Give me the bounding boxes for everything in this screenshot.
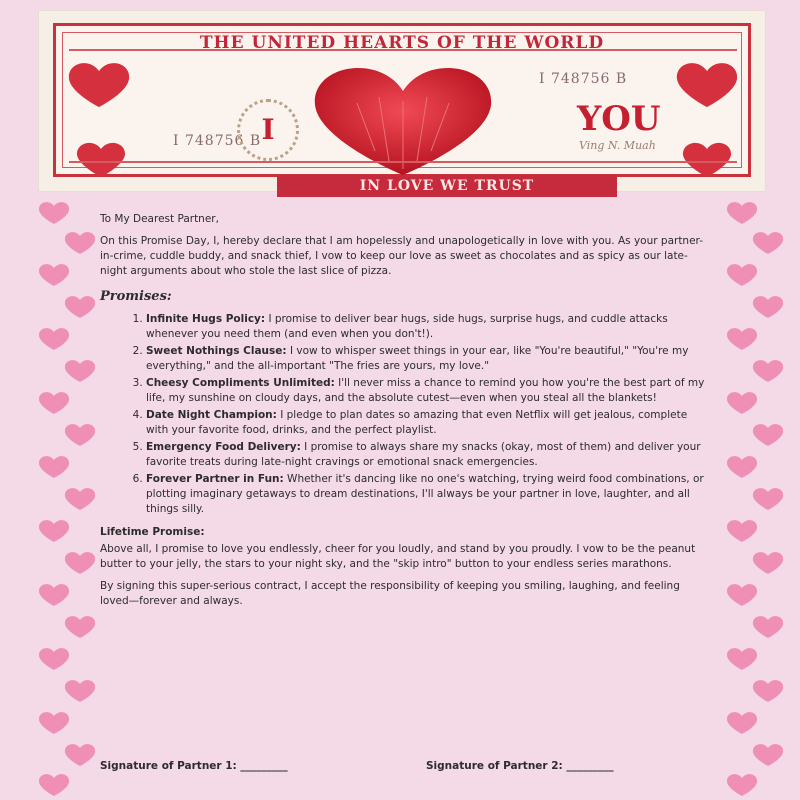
heart-icon [65, 680, 95, 702]
heart-icon [65, 616, 95, 638]
heart-icon [727, 584, 757, 606]
heart-icon [727, 648, 757, 670]
letter-intro: On this Promise Day, I, hereby declare that I am hopelessly and unapologetically in love with you. As your partner-in-crime, cuddle buddy, and snack thief, I vow to keep our love as sweet as chocolates and as spicy as our late-night arguments about who stole the last slice of pizza. [100, 235, 703, 277]
heart-icon [727, 456, 757, 478]
heart-icon [727, 392, 757, 414]
heart-icon [39, 648, 69, 670]
serial-number-left: I 748756 B [173, 133, 262, 149]
letter-body [100, 212, 710, 616]
heart-icon [727, 774, 757, 796]
heart-icon [727, 264, 757, 286]
promise-text: I vow to whisper sweet things in your ear, like "You're beautiful," "You're my everything," and the all-important "The fries are yours, my love." [146, 345, 689, 372]
heart-icon [65, 296, 95, 318]
left-heart-border [34, 192, 104, 800]
heart-icon [65, 424, 95, 446]
heart-icon [753, 424, 783, 446]
love-banknote [38, 10, 766, 192]
banknote-motto: IN LOVE WE TRUST [277, 175, 617, 197]
heart-icon [753, 232, 783, 254]
heart-icon [39, 456, 69, 478]
banknote-i-seal: I [237, 99, 299, 161]
promise-text: I'll never miss a chance to remind you how you're the best part of my life, my sunshine on cloudy days, and the absolute cutest—even when you steal all the blankets! [146, 377, 705, 404]
promise-text: Whether it's dancing like no one's watching, trying weird food combinations, or plotting imaginary getaways to dream destinations, I'll always be your partner in love, laughter, and all things silly. [146, 473, 704, 515]
heart-icon [39, 264, 69, 286]
promise-title: Forever Partner in Fun: [146, 473, 284, 485]
serial-number-right: I 748756 B [539, 71, 628, 87]
heart-icon [753, 488, 783, 510]
lifetime-heading: Lifetime Promise: [100, 526, 205, 538]
heart-icon [65, 744, 95, 766]
promise-title: Date Night Champion: [146, 409, 277, 421]
corner-heart-icon [677, 63, 737, 107]
promise-title: Infinite Hugs Policy: [146, 313, 266, 325]
heart-icon [65, 360, 95, 382]
promise-text: I pledge to plan dates so amazing that even Netflix will get jealous, complete with your favorite food, drinks, and the perfect playlist. [146, 409, 688, 436]
corner-heart-icon [77, 143, 125, 177]
promise-text: I promise to deliver bear hugs, side hugs, surprise hugs, and cuddle attacks whenever you need them (and even when you don't!). [146, 313, 668, 340]
heart-icon [39, 774, 69, 796]
heart-icon [65, 552, 95, 574]
heart-icon [727, 328, 757, 350]
heart-icon [753, 680, 783, 702]
promise-title: Sweet Nothings Clause: [146, 345, 287, 357]
heart-icon [39, 328, 69, 350]
promise-item [146, 376, 710, 406]
heart-icon [39, 392, 69, 414]
banknote-title: THE UNITED HEARTS OF THE WORLD [199, 33, 605, 53]
heart-icon [727, 712, 757, 734]
heart-icon [39, 520, 69, 542]
heart-icon [39, 712, 69, 734]
heart-icon [65, 488, 95, 510]
heart-icon [39, 584, 69, 606]
closing-text: By signing this super-serious contract, I accept the responsibility of keeping you smiling, laughing, and feeling loved—forever and always. [100, 580, 680, 607]
promises-list [100, 312, 710, 517]
promises-heading: Promises: [100, 289, 172, 304]
promise-item [146, 312, 710, 342]
signature-partner-1[interactable]: Signature of Partner 1: _________ [100, 760, 288, 772]
banknote-signature: Ving N. Muah [579, 139, 656, 152]
heart-icon [753, 552, 783, 574]
promise-item [146, 472, 710, 517]
heart-icon [753, 744, 783, 766]
promise-item [146, 408, 710, 438]
lifetime-text: Above all, I promise to love you endlessly, cheer for you loudly, and stand by you proudly. I vow to be the peanut butter to your jelly, the stars to your night sky, and the "skip intro" button to your endless series marathons. [100, 543, 696, 570]
banknote-you: YOU [577, 99, 661, 139]
right-heart-border [718, 192, 788, 800]
heart-icon [753, 296, 783, 318]
corner-heart-icon [683, 143, 731, 177]
promise-title: Cheesy Compliments Unlimited: [146, 377, 335, 389]
heart-icon [65, 232, 95, 254]
heart-icon [727, 520, 757, 542]
promise-text: I promise to always share my snacks (okay, most of them) and deliver your favorite treats during late-night cravings or emotional snack emergencies. [146, 441, 701, 468]
letter-greeting: To My Dearest Partner, [100, 213, 219, 225]
heart-icon [753, 360, 783, 382]
promise-title: Emergency Food Delivery: [146, 441, 301, 453]
signature-partner-2[interactable]: Signature of Partner 2: _________ [426, 760, 614, 772]
heart-icon [39, 202, 69, 224]
corner-heart-icon [69, 63, 129, 107]
heart-icon [727, 202, 757, 224]
promise-item [146, 440, 710, 470]
promise-item [146, 344, 710, 374]
heart-icon [753, 616, 783, 638]
